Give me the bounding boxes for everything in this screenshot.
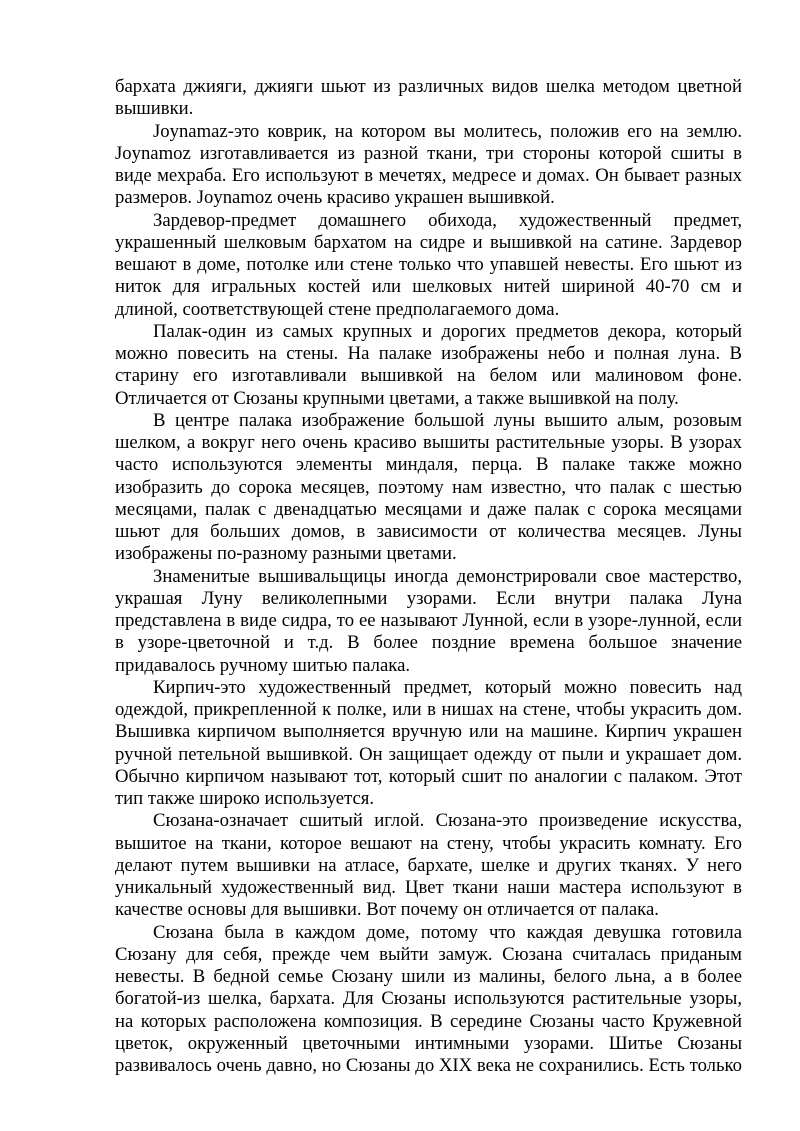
paragraph-palak-moon: В центре палака изображение большой луны вышито алым, розовым шелком, а вокруг него очень красиво вышиты растительные узоры. В узорах часто используются элементы миндаля, перца. В палаке также можно изобразить до сорока месяцев, поэтому нам известно, что палак с шестью месяцами, палак с двенадцатью месяцами и даже палак с сорока месяцами шьют для больших домов, в зависимости от количества месяцев. Луны изображены по-разному разными цветами.: [115, 409, 742, 565]
paragraph-djiyagi-continuation: бархата джияги, джияги шьют из различных видов шелка методом цветной вышивки.: [115, 76, 742, 120]
paragraph-kirpich: Кирпич-это художественный предмет, который можно повесить над одеждой, прикрепленной к полке, или в нишах на стене, чтобы украсить дом. Вышивка кирпичом выполняется вручную или на машине. Кирпич украшен ручной петельной вышивкой. Он защищает одежду от пыли и украшает дом. Обычно кирпичом называют тот, который сшит по аналогии с палаком. Этот тип также широко используется.: [115, 676, 742, 809]
document-body: [115, 76, 742, 1077]
paragraph-embroiderers: Знаменитые вышивальщицы иногда демонстрировали свое мастерство, украшая Луну великолепными узорами. Если внутри палака Луна представлена в виде сидра, то ее называют Лунной, если в узоре-лунной, если в узоре-цветочной и т.д. В более поздние времена большое значение придавалось ручному шитью палака.: [115, 565, 742, 676]
paragraph-palak: Палак-один из самых крупных и дорогих предметов декора, который можно повесить на стены. На палаке изображены небо и полная луна. В старину его изготавливали вышивкой на белом или малиновом фоне. Отличается от Сюзаны крупными цветами, а также вышивкой на полу.: [115, 320, 742, 409]
paragraph-joynamaz: Joynamaz-это коврик, на котором вы молитесь, положив его на землю. Joynamoz изготавливается из разной ткани, три стороны которой сшиты в виде мехраба. Его используют в мечетях, медресе и домах. Он бывает разных размеров. Joynamoz очень красиво украшен вышивкой.: [115, 120, 742, 209]
paragraph-suzana-definition: Сюзана-означает сшитый иглой. Сюзана-это произведение искусства, вышитое на ткани, которое вешают на стену, чтобы украсить комнату. Его делают путем вышивки на атласе, бархате, шелке и других тканях. У него уникальный художественный вид. Цвет ткани наши мастера используют в качестве основы для вышивки. Вот почему он отличается от палака.: [115, 810, 742, 921]
paragraph-zardevor: Зардевор-предмет домашнего обихода, художественный предмет, украшенный шелковым бархатом на сидре и вышивкой на сатине. Зардевор вешают в доме, потолке или стене только что упавшей невесты. Его шьют из ниток для игральных костей или шелковых нитей шириной 40-70 см и длиной, соответствующей стене предполагаемого дома.: [115, 209, 742, 320]
paragraph-suzana-dowry: Сюзана была в каждом доме, потому что каждая девушка готовила Сюзану для себя, прежде чем выйти замуж. Сюзана считалась приданым невесты. В бедной семье Сюзану шили из малины, белого льна, а в более богатой-из шелка, бархата. Для Сюзаны используются растительные узоры, на которых расположена композиция. В середине Сюзаны часто Кружевной цветок, окруженный цветочными интимными узорами. Шитье Сюзаны развивалось очень давно, но Сюзаны до XIX века не сохранились. Есть только: [115, 921, 742, 1076]
